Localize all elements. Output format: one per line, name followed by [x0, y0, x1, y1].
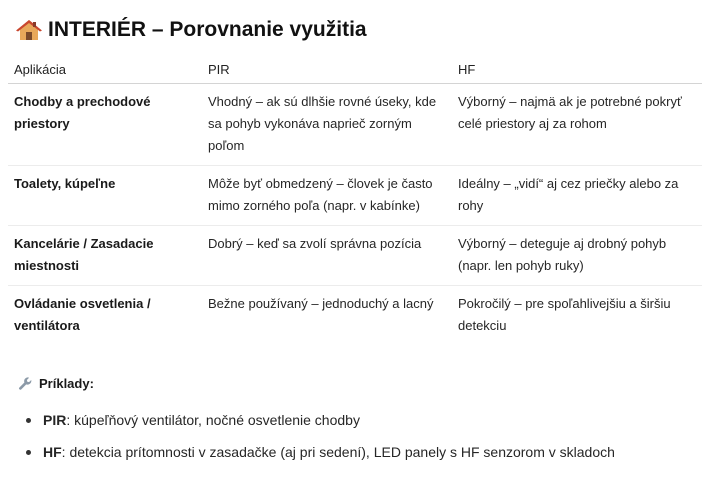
cell-application: Toalety, kúpeľne: [8, 166, 202, 226]
table-header-row: [8, 56, 702, 84]
table-row: [8, 226, 702, 286]
cell-pir: Bežne používaný – jednoduchý a lacný: [208, 296, 434, 311]
list-item: [22, 404, 615, 436]
examples-list: [22, 404, 615, 468]
bullet-icon: [26, 418, 31, 423]
example-text: : kúpeľňový ventilátor, nočné osvetlenie chodby: [66, 412, 360, 428]
cell-pir: Môže byť obmedzený – človek je často mimo zorného poľa (napr. v kabínke): [202, 166, 452, 226]
cell-pir: Dobrý – keď sa zvolí správna pozícia: [202, 226, 452, 286]
list-item: [22, 436, 615, 468]
cell-pir: Vhodný – ak sú dlhšie rovné úseky, kde sa pohyb vykonáva naprieč zorným poľom: [202, 84, 452, 166]
table-row: [8, 286, 702, 346]
cell-application: Ovládanie osvetlenia / ventilátora: [14, 296, 151, 333]
column-header-hf: HF: [452, 56, 702, 84]
table-row: [8, 166, 702, 226]
column-header-pir: PIR: [202, 56, 452, 84]
page-title: [16, 18, 367, 42]
page-title-text: INTERIÉR – Porovnanie využitia: [48, 18, 367, 41]
examples-heading-text: Príklady:: [39, 376, 94, 391]
cell-application: Chodby a prechodové priestory: [8, 84, 202, 166]
bullet-icon: [26, 450, 31, 455]
cell-hf: Ideálny – „vidí“ aj cez priečky alebo za rohy: [452, 166, 702, 226]
cell-hf: Výborný – najmä ak je potrebné pokryť celé priestory aj za rohom: [452, 84, 702, 166]
cell-hf: Pokročilý – pre spoľahlivejšiu a širšiu detekciu: [458, 296, 671, 333]
cell-application: Kancelárie / Zasadacie miestnosti: [8, 226, 202, 286]
cell-hf: Výborný – deteguje aj drobný pohyb (napr. len pohyb ruky): [452, 226, 702, 286]
example-term: HF: [43, 444, 62, 460]
example-term: PIR: [43, 412, 67, 428]
column-header-application: Aplikácia: [8, 56, 202, 84]
wrench-icon: [18, 376, 33, 391]
example-text: : detekcia prítomnosti v zasadačke (aj pri sedení), LED panely s HF senzorom v skladoch: [61, 444, 615, 460]
examples-heading: [18, 376, 94, 391]
comparison-table: [8, 56, 702, 345]
house-icon: [16, 19, 42, 41]
table-row: [8, 84, 702, 166]
